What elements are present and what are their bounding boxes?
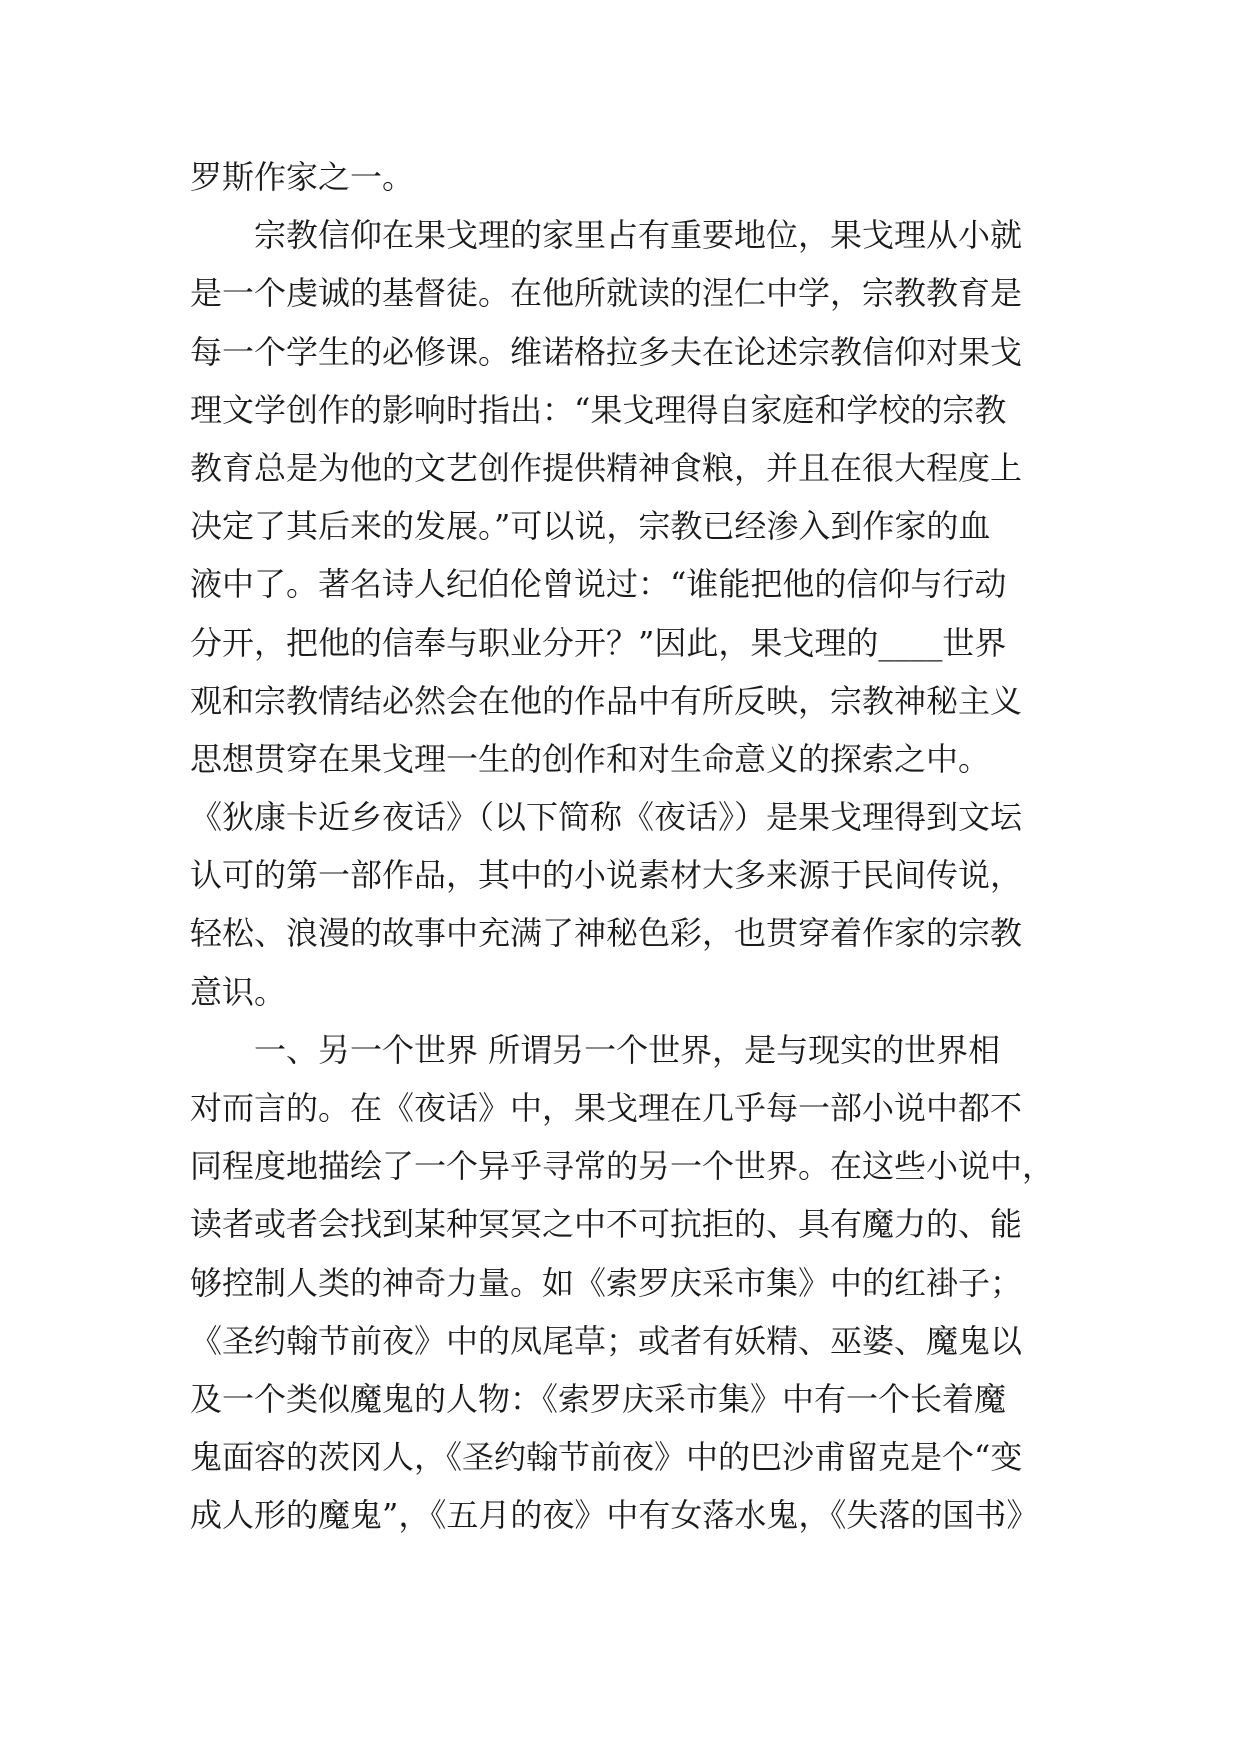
text-line: 是一个虔诚的基督徒。在他所就读的涅仁中学，宗教教育是: [190, 274, 1023, 313]
text-line: 教育总是为他的文艺创作提供精神食粮，并且在很大程度上: [190, 448, 1023, 487]
text-line: 观和宗教情结必然会在他的作品中有所反映，宗教神秘主义: [190, 681, 1023, 720]
text-line: 罗斯作家之一。: [190, 158, 415, 196]
text-line: 理文学创作的影响时指出：“果戈理得自家庭和学校的宗教: [190, 390, 1007, 429]
text-line: 鬼面容的茨冈人，《圣约翰节前夜》中的巴沙甫留克是个“变: [190, 1438, 1023, 1477]
text-line: 意识。: [190, 972, 287, 1011]
text-line: 《圣约翰节前夜》中的凤尾草；或者有妖精、巫婆、魔鬼以: [190, 1321, 1023, 1360]
text-line: 轻松、浪漫的故事中充满了神秘色彩，也贯穿着作家的宗教: [190, 914, 1023, 953]
text-line: 每一个学生的必修课。维诺格拉多夫在论述宗教信仰对果戈: [190, 332, 1023, 371]
text-line: 一、另一个世界 所谓另一个世界，是与现实的世界相: [254, 1030, 1001, 1069]
text-line: 《狄康卡近乡夜话》（以下简称《夜话》）是果戈理得到文坛: [190, 798, 1023, 837]
text-line: 分开，把他的信奉与职业分开？”因此，果戈理的____世界: [190, 623, 1007, 662]
text-line: 决定了其后来的发展。”可以说，宗教已经渗入到作家的血: [190, 507, 991, 546]
text-line: 及一个类似魔鬼的人物：《索罗庆采市集》中有一个长着魔: [190, 1379, 1007, 1418]
text-line: 对而言的。在《夜话》中，果戈理在几乎每一部小说中都不: [190, 1089, 1023, 1127]
body-text: [190, 148, 1070, 1545]
text-line: 读者或者会找到某种冥冥之中不可抗拒的、具有魔力的、能: [190, 1205, 1023, 1244]
text-line: 宗教信仰在果戈理的家里占有重要地位，果戈理从小就: [254, 216, 1023, 255]
text-line: 液中了。著名诗人纪伯伦曾说过：“谁能把他的信仰与行动: [190, 565, 1007, 604]
text-line: 同程度地描绘了一个异乎寻常的另一个世界。在这些小说中，: [190, 1147, 1055, 1186]
text-line: 够控制人类的神奇力量。如《索罗庆采市集》中的红褂子；: [190, 1263, 1023, 1302]
text-line: 成人形的魔鬼”，《五月的夜》中有女落水鬼，《失落的国书》: [190, 1496, 1039, 1535]
text-line: 思想贯穿在果戈理一生的创作和对生命意义的探索之中。: [190, 739, 991, 778]
text-line: 认可的第一部作品，其中的小说素材大多来源于民间传说，: [190, 856, 1023, 895]
